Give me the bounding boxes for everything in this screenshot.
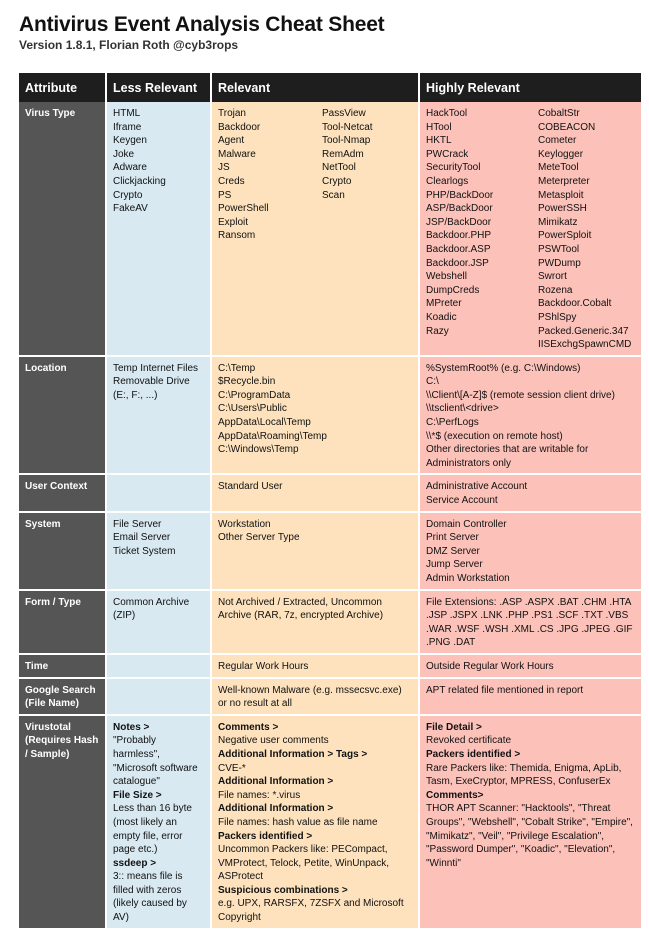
relevant-cell <box>211 356 419 475</box>
list-item: Domain Controller <box>426 518 507 530</box>
list-item: PowerShell <box>218 203 269 215</box>
list-item: \\tsclient\<drive> <box>426 403 499 415</box>
list-item: Crypto <box>113 189 143 201</box>
list-item: Other directories that are writable for Administrators only <box>426 444 589 469</box>
list-item: Admin Workstation <box>426 573 510 584</box>
list-item: Ticket System <box>113 545 176 557</box>
list-item: Tool-Nmap <box>322 135 371 147</box>
list-item: Keylogger <box>538 148 584 160</box>
list-item: CobaltStr <box>538 108 580 119</box>
relevant-cell <box>211 654 419 678</box>
relevant-list-col2 <box>322 107 412 243</box>
list-item: PowerSSH <box>538 203 587 215</box>
column-header-less-relevant: Less Relevant <box>106 73 211 102</box>
list-item: Keygen <box>113 135 147 147</box>
list-item: C:\Temp <box>218 362 256 374</box>
list-item: Well-known Malware (e.g. mssecsvc.exe) <box>218 684 402 696</box>
list-item: %SystemRoot% (e.g. C:\Windows) <box>426 362 581 374</box>
list-item: Administrative Account <box>426 481 528 493</box>
list-item: Metasploit <box>538 189 584 201</box>
attribute-cell: Time <box>19 654 106 678</box>
attribute-cell: Location <box>19 356 106 475</box>
column-header-relevant: Relevant <box>211 73 419 102</box>
list-item: AppData\Local\Temp <box>218 417 311 429</box>
section-text: 3:: means file is filled with zeros (likely caused by AV) <box>113 871 187 924</box>
list-item: Print Server <box>426 532 479 544</box>
section-heading: Notes > <box>113 721 150 733</box>
list-item: Workstation <box>218 518 271 530</box>
section-heading: Comments> <box>426 789 484 801</box>
list-item: NetTool <box>322 162 356 174</box>
table-header-row <box>19 73 641 102</box>
list-item: Meterpreter <box>538 175 590 187</box>
list-item: Temp Internet Files <box>113 362 199 374</box>
list-item: Creds <box>218 175 245 187</box>
less-relevant-cell <box>106 590 211 654</box>
list-item: Swrort <box>538 271 567 283</box>
list-item: (ZIP) <box>113 610 136 622</box>
list-item: Removable Drive <box>113 376 190 388</box>
list-item: Adware <box>113 162 147 174</box>
relevant-text: Not Archived / Extracted, Uncommon Archive (RAR, 7z, encrypted Archive) <box>218 596 384 622</box>
list-item: PWDump <box>538 257 581 269</box>
less-relevant-cell <box>106 356 211 475</box>
section-text: e.g. UPX, RARSFX, 7ZSFX and Microsoft Copyright <box>218 898 404 924</box>
page-header <box>19 12 384 53</box>
list-item: Cometer <box>538 135 577 147</box>
less-relevant-cell <box>106 715 211 929</box>
less-relevant-cell <box>106 654 211 678</box>
section-heading: Additional Information > <box>218 803 334 815</box>
list-item: Regular Work Hours <box>218 660 309 672</box>
row-system <box>19 512 641 590</box>
list-item: C:\PerfLogs <box>426 417 479 429</box>
section-heading: Packers identified > <box>426 748 521 760</box>
section-text: File names: *.virus <box>218 789 301 801</box>
relevant-cell <box>211 678 419 715</box>
highly-relevant-cell <box>419 474 641 511</box>
row-form-type <box>19 590 641 654</box>
section-heading: Packers identified > <box>218 830 313 842</box>
list-item: Trojan <box>218 108 246 119</box>
page-title: Antivirus Event Analysis Cheat Sheet <box>19 13 385 36</box>
relevant-cell <box>211 102 419 356</box>
list-item: Agent <box>218 135 245 147</box>
highly-relevant-list-col1 <box>426 107 538 352</box>
highly-relevant-cell <box>419 678 641 715</box>
list-item: Jump Server <box>426 559 483 571</box>
list-item: JS <box>218 162 230 174</box>
list-item: DumpCreds <box>426 284 480 296</box>
list-item: Joke <box>113 148 135 160</box>
list-item: COBEACON <box>538 121 596 133</box>
column-header-attribute: Attribute <box>19 73 106 102</box>
highly-relevant-cell <box>419 715 641 929</box>
list-item: HackTool <box>426 108 468 119</box>
section-text: "Probably harmless", "Microsoft software catalogue" <box>113 735 198 788</box>
list-item: PWCrack <box>426 148 469 160</box>
list-item: Email Server <box>113 532 171 544</box>
list-item: Backdoor.JSP <box>426 257 489 269</box>
list-item: HKTL <box>426 135 452 147</box>
relevant-cell <box>211 590 419 654</box>
list-item: PShlSpy <box>538 311 577 323</box>
list-item: SecurityTool <box>426 162 481 174</box>
attribute-cell: Form / Type <box>19 590 106 654</box>
section-text: File names: hash value as file name <box>218 816 378 828</box>
list-item: \\*$ (execution on remote host) <box>426 430 563 442</box>
list-item: PHP/BackDoor <box>426 189 494 201</box>
list-item: Backdoor <box>218 121 261 133</box>
section-heading: Comments > <box>218 721 279 733</box>
list-item: PowerSploit <box>538 230 592 242</box>
list-item: HTool <box>426 121 452 133</box>
list-item: RemAdm <box>322 148 364 160</box>
list-item: APT related file mentioned in report <box>426 684 584 696</box>
list-item: $Recycle.bin <box>218 376 276 388</box>
section-heading: Additional Information > <box>218 776 334 788</box>
highly-relevant-cell <box>419 512 641 590</box>
less-relevant-cell <box>106 512 211 590</box>
section-heading: ssdeep > <box>113 857 157 869</box>
list-item: File Server <box>113 518 162 530</box>
list-item: Outside Regular Work Hours <box>426 660 554 672</box>
list-item: Clearlogs <box>426 175 469 187</box>
list-item: MeteTool <box>538 162 579 174</box>
relevant-cell <box>211 474 419 511</box>
list-item: Mimikatz <box>538 216 578 228</box>
list-item: Service Account <box>426 495 498 507</box>
list-item: Crypto <box>322 175 352 187</box>
list-item: MPreter <box>426 298 462 310</box>
list-item: Packed.Generic.347 <box>538 325 629 337</box>
relevant-cell <box>211 715 419 929</box>
highly-relevant-cell <box>419 102 641 356</box>
list-item: C:\ProgramData <box>218 389 291 401</box>
list-item: Tool-Netcat <box>322 121 373 133</box>
list-item: Backdoor.ASP <box>426 243 491 255</box>
list-item: (E:, F:, ...) <box>113 389 158 401</box>
highly-relevant-list-col2 <box>538 107 635 352</box>
list-item: PassView <box>322 108 366 119</box>
list-item: JSP/BackDoor <box>426 216 492 228</box>
list-item: Koadic <box>426 311 457 323</box>
list-item: Ransom <box>218 230 256 242</box>
section-text: Revoked certificate <box>426 735 512 747</box>
highly-relevant-cell <box>419 590 641 654</box>
attribute-cell: Virus Type <box>19 102 106 356</box>
list-item: Other Server Type <box>218 532 300 544</box>
list-item: Backdoor.Cobalt <box>538 298 612 310</box>
list-item: Exploit <box>218 216 249 228</box>
section-heading: Suspicious combinations > <box>218 884 348 896</box>
list-item: Scan <box>322 189 345 201</box>
list-item: HTML <box>113 108 141 119</box>
list-item: Standard User <box>218 481 283 493</box>
row-virustotal <box>19 715 641 929</box>
section-heading: Additional Information > Tags > <box>218 748 368 760</box>
row-location <box>19 356 641 475</box>
list-item: Iframe <box>113 121 142 133</box>
list-item: Backdoor.PHP <box>426 230 492 242</box>
list-item: \\Client\[A-Z]$ (remote session client drive) <box>426 389 615 401</box>
row-user-context <box>19 474 641 511</box>
list-item: PSWTool <box>538 243 580 255</box>
list-item: C:\ <box>426 376 439 388</box>
row-time <box>19 654 641 678</box>
relevant-list-col1 <box>218 107 322 243</box>
list-item: PS <box>218 189 232 201</box>
attribute-cell: Google Search (File Name) <box>19 678 106 715</box>
list-item: C:\Windows\Temp <box>218 444 299 456</box>
attribute-cell: Virustotal (Requires Hash / Sample) <box>19 715 106 929</box>
list-item: Common Archive <box>113 596 190 608</box>
relevant-cell <box>211 512 419 590</box>
section-text: Rare Packers like: Themida, Enigma, ApLib, Tasm, ExeCryptor, MPRESS, ConfuserEx <box>426 762 622 788</box>
section-text: Negative user comments <box>218 735 329 747</box>
less-relevant-cell <box>106 474 211 511</box>
highly-relevant-cell <box>419 356 641 475</box>
less-relevant-cell <box>106 678 211 715</box>
list-item: C:\Users\Public <box>218 403 287 415</box>
section-heading: File Size > <box>113 789 162 801</box>
highly-relevant-cell <box>419 654 641 678</box>
section-heading: File Detail > <box>426 721 482 733</box>
list-item: Clickjacking <box>113 175 166 187</box>
section-text: THOR APT Scanner: "Hacktools", "Threat Groups", "Webshell", "Cobalt Strike", "Empire", "Mimikatz", "Veil", "Privilege Escalation", "Password Dumper", "Koadic", "Elevation", "Winnti" <box>426 803 633 869</box>
list-item: DMZ Server <box>426 545 480 557</box>
list-item: ASP/BackDoor <box>426 203 493 215</box>
attribute-cell: User Context <box>19 474 106 511</box>
cheat-sheet-table <box>19 73 641 930</box>
list-item: or no result at all <box>218 698 292 710</box>
section-text: Less than 16 byte (most likely an empty file, error page etc.) <box>113 803 192 856</box>
list-item: Razy <box>426 325 449 337</box>
list-item: Malware <box>218 148 256 160</box>
attribute-cell: System <box>19 512 106 590</box>
less-relevant-cell <box>106 102 211 356</box>
list-item: AppData\Roaming\Temp <box>218 430 327 442</box>
section-text: Uncommon Packers like: PECompact, VMProtect, Telock, Petite, WinUnpack, ASProtect <box>218 844 389 883</box>
list-item: Rozena <box>538 284 573 296</box>
row-virus-type <box>19 102 641 356</box>
list-item: Webshell <box>426 271 467 283</box>
section-text: CVE-* <box>218 762 246 774</box>
row-google-search <box>19 678 641 715</box>
list-item: FakeAV <box>113 203 148 215</box>
list-item: IISExchgSpawnCMD <box>538 339 632 351</box>
column-header-highly-relevant: Highly Relevant <box>419 73 641 102</box>
page-subtitle: Version 1.8.1, Florian Roth @cyb3rops <box>19 38 239 52</box>
highly-relevant-text: File Extensions: .ASP .ASPX .BAT .CHM .HTA .JSP .JSPX .LNK .PHP .PS1 .SCF .TXT .VBS .WAR .WSF .WSH .XML .CS .JPG .JPEG .GIF .PNG .DAT <box>426 596 633 649</box>
